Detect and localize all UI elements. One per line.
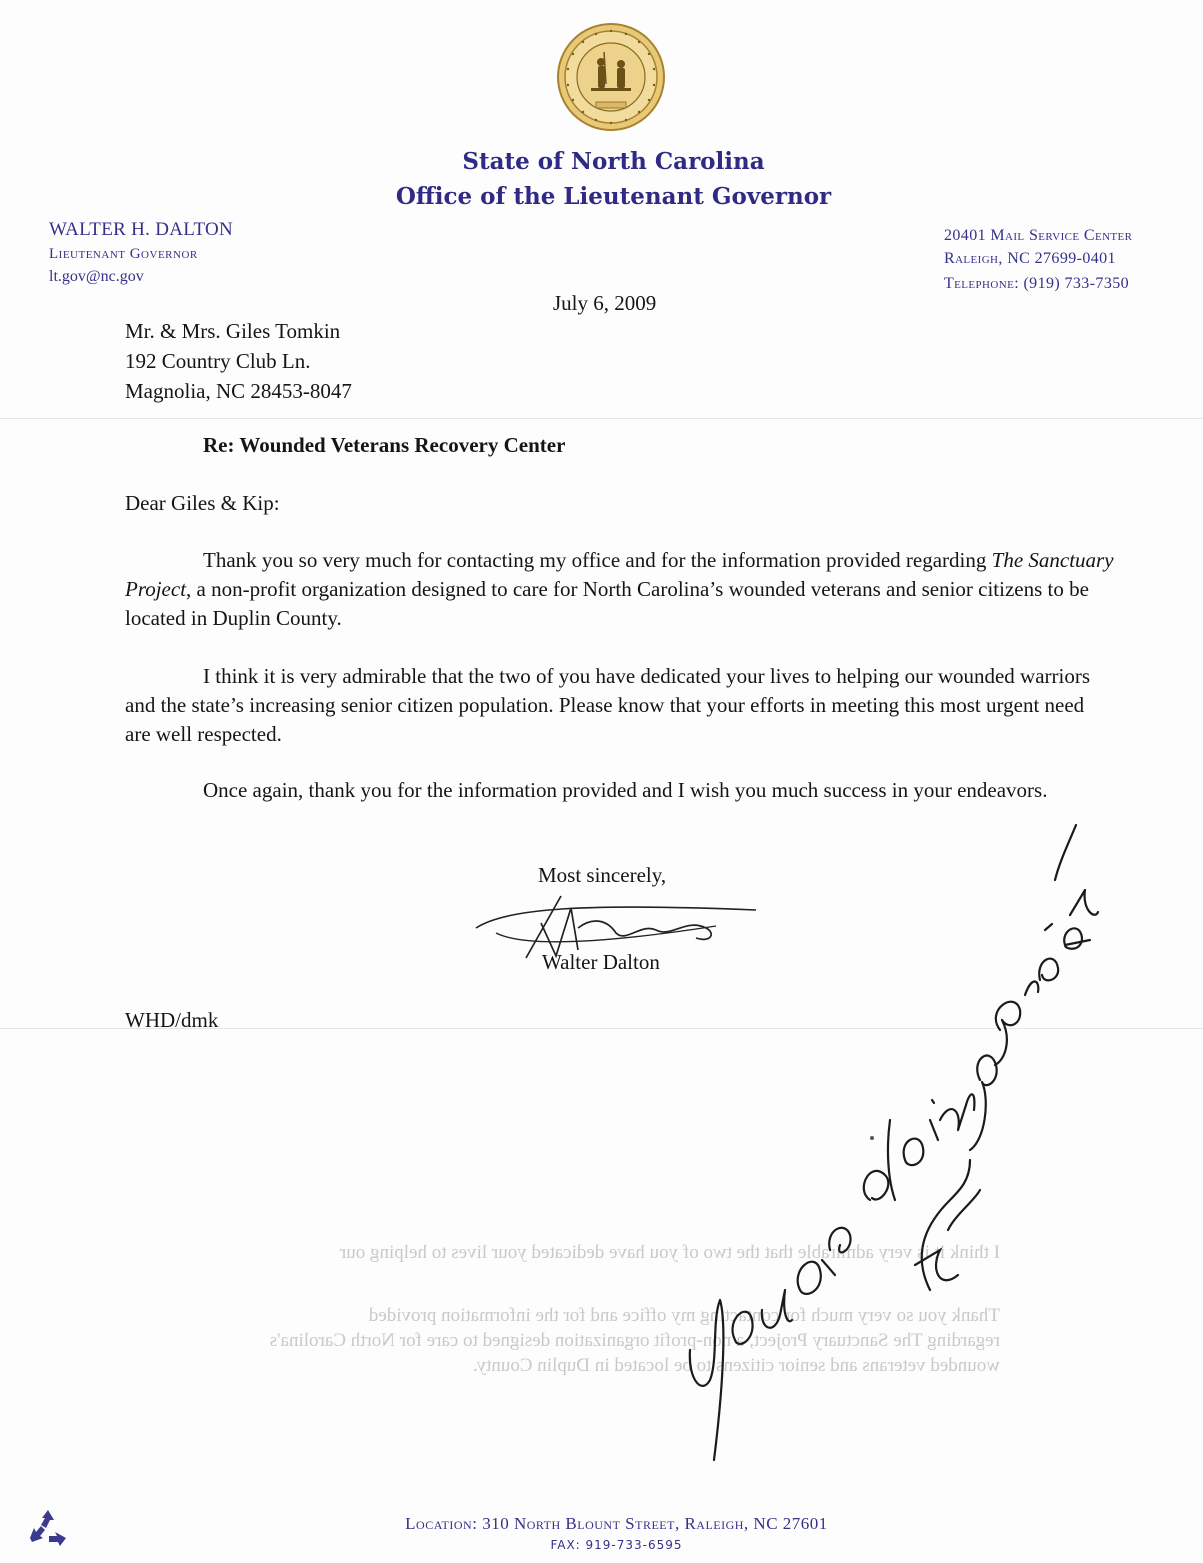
state-seal-icon xyxy=(556,22,666,132)
typist-initials: WHD/dmk xyxy=(125,1008,219,1032)
mail-address-line1: 20401 Mail Service Center xyxy=(944,227,1133,244)
bleed-through-text: regarding The Sanctuary Project, a non-profit organization designed to care for North Carolina's xyxy=(269,1330,1000,1351)
letterhead-state: State of North Carolina xyxy=(462,148,765,175)
bleed-through-text: Thank you so very much for contacting my office and for the information provided xyxy=(368,1305,1000,1326)
fold-line xyxy=(0,418,1203,419)
paragraph-2 xyxy=(125,662,1115,749)
handwritten-note xyxy=(640,820,1100,1480)
paragraph-1-text: Thank you so very much for contacting my office and for the information provided regarding xyxy=(203,548,992,572)
paragraph-3-text: Once again, thank you for the information provided and I wish you much success in your endeavors. xyxy=(203,778,1048,802)
recipient-line: 192 Country Club Ln. xyxy=(125,349,311,373)
closing: Most sincerely, xyxy=(538,863,667,887)
subject-line: Re: Wounded Veterans Recovery Center xyxy=(203,433,566,457)
official-email: lt.gov@nc.gov xyxy=(49,268,144,285)
official-name: WALTER H. DALTON xyxy=(49,219,234,240)
bleed-through-text: wounded veterans and senior citizens to be located in Duplin County. xyxy=(473,1355,1000,1376)
paragraph-2-text: I think it is very admirable that the two of you have dedicated your lives to helping our wounded warriors and the state’s increasing senior citizen population. Please know that your efforts in meeting this most urgent need are well respected. xyxy=(125,664,1091,746)
letter-date: July 6, 2009 xyxy=(553,291,657,315)
recipient-line: Mr. & Mrs. Giles Tomkin xyxy=(125,319,341,343)
bleed-through-text: I think it is very admirable that the two of you have dedicated your lives to helping our xyxy=(339,1242,1000,1263)
signature-name: Walter Dalton xyxy=(542,950,660,974)
salutation: Dear Giles & Kip: xyxy=(125,491,280,515)
telephone: Telephone: (919) 733-7350 xyxy=(944,275,1130,292)
footer-fax: FAX: 919-733-6595 xyxy=(550,1538,683,1552)
official-title: Lieutenant Governor xyxy=(49,246,198,262)
recipient-line: Magnolia, NC 28453-8047 xyxy=(125,379,352,403)
paragraph-3 xyxy=(125,776,1115,805)
mail-address-line2: Raleigh, NC 27699-0401 xyxy=(944,250,1116,267)
paragraph-1-text-end: , a non-profit organization designed to care for North Carolina’s wounded veterans and senior citizens to be located in Duplin County. xyxy=(125,577,1089,630)
footer-location: Location: 310 North Blount Street, Raleigh, NC 27601 xyxy=(405,1514,828,1533)
letterhead-office: Office of the Lieutenant Governor xyxy=(395,183,832,210)
paragraph-1 xyxy=(125,546,1115,633)
project-name: The Sanctuary Project xyxy=(125,548,1114,601)
